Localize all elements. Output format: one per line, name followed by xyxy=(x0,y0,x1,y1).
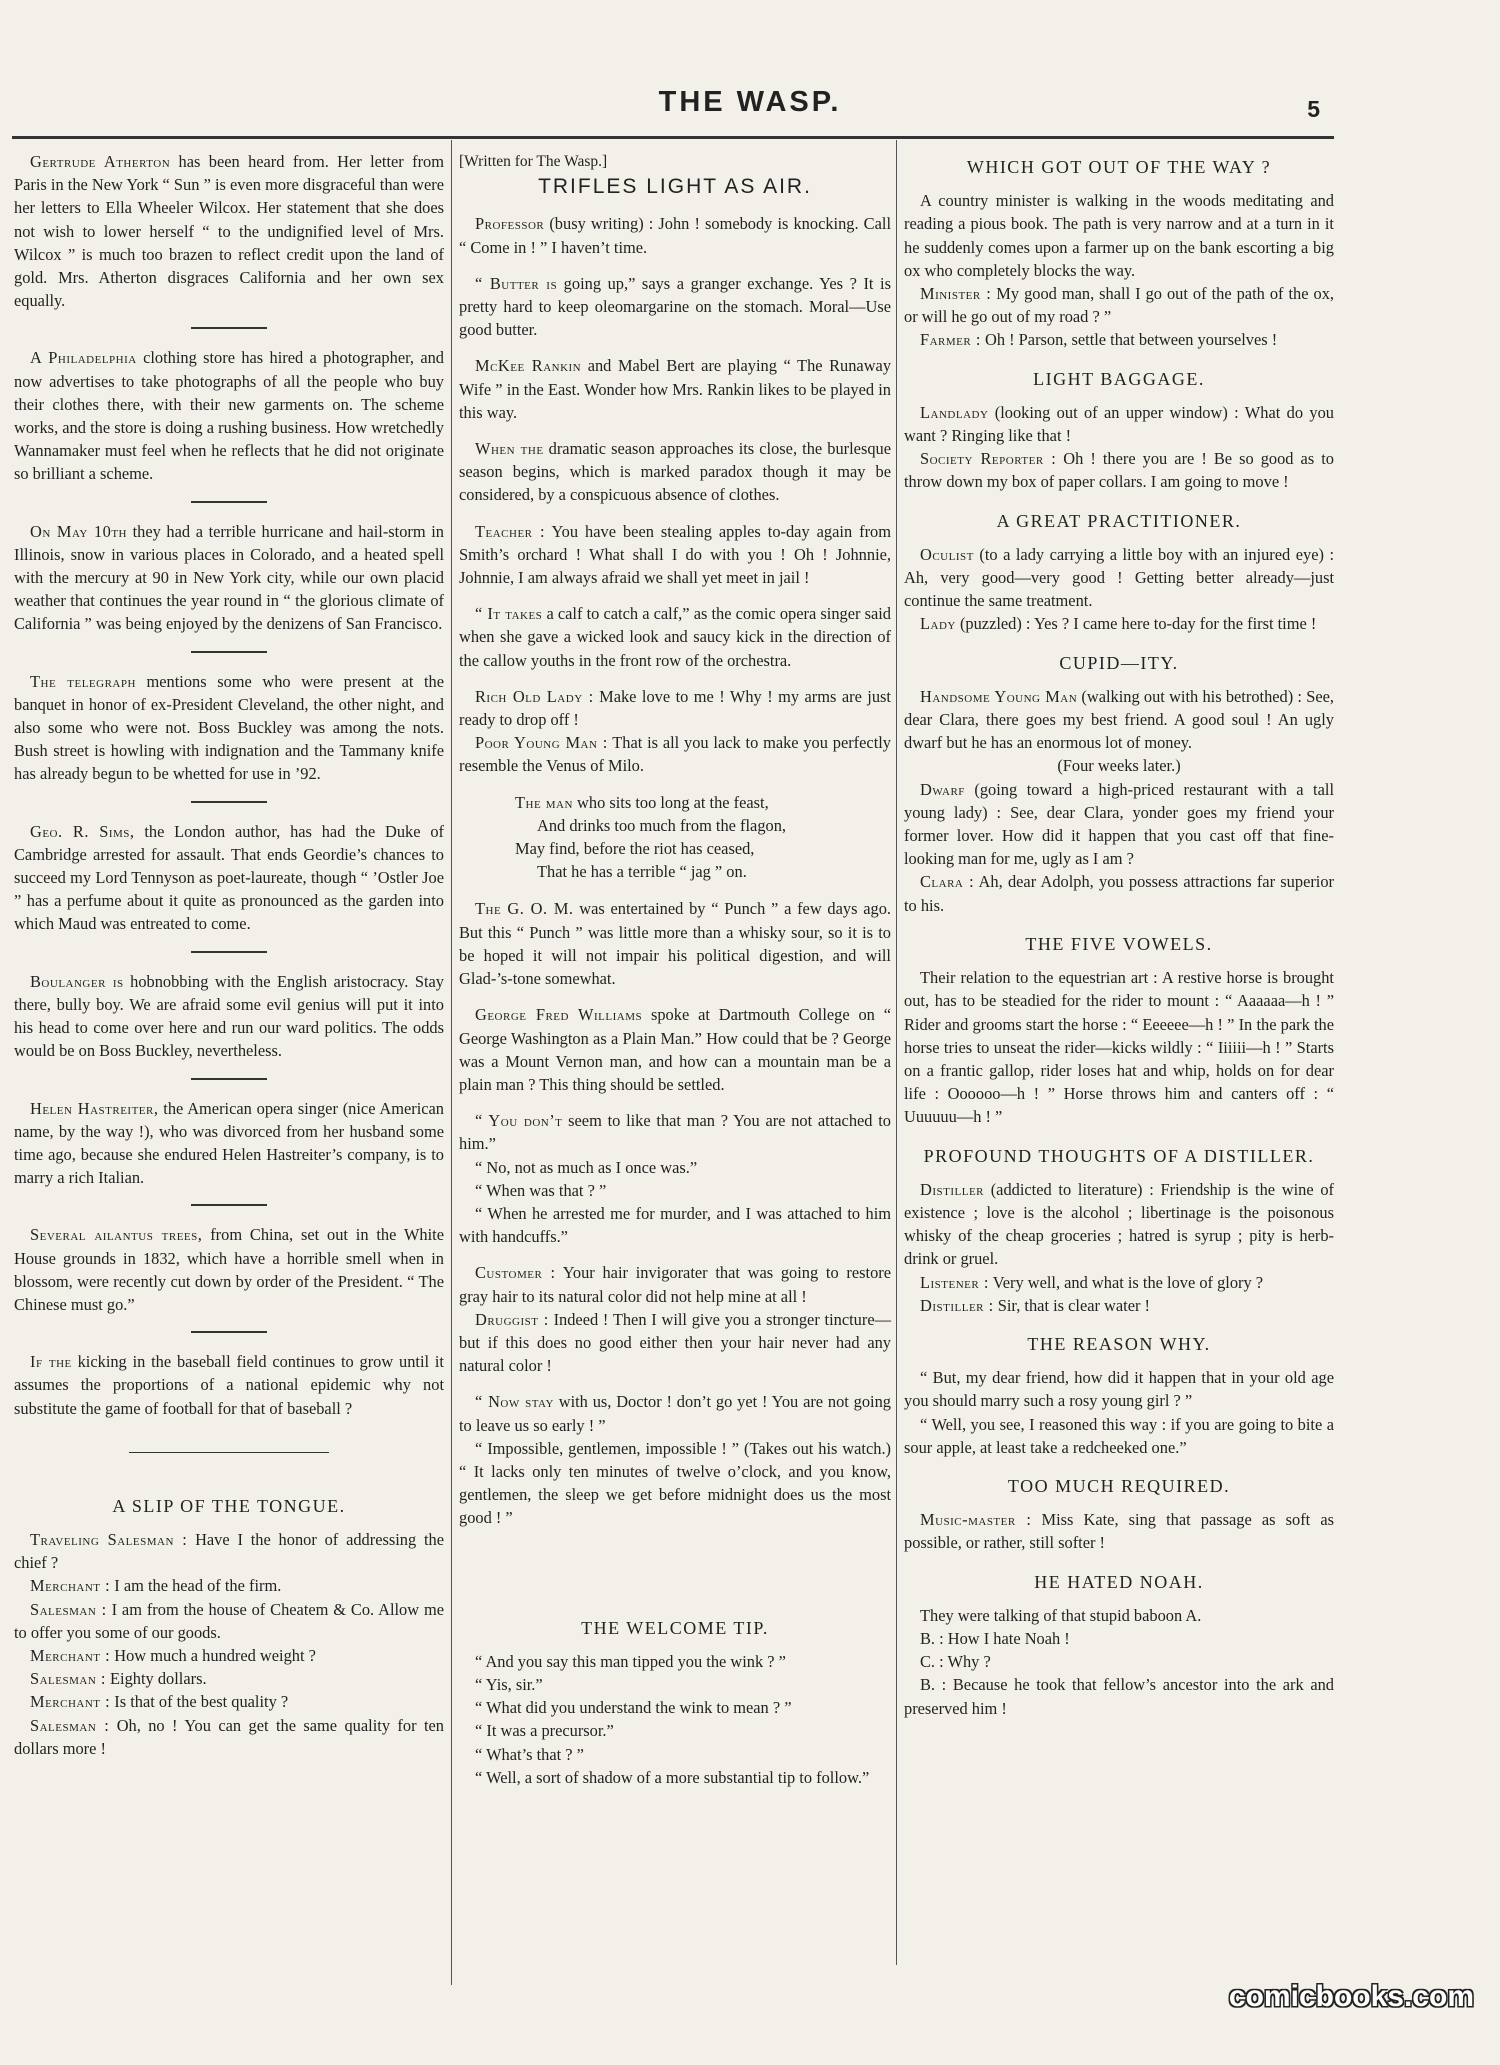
separator xyxy=(191,1331,267,1333)
dialogue-line xyxy=(14,1644,444,1667)
column-divider xyxy=(451,140,452,1985)
paragraph xyxy=(14,1350,444,1420)
dialogue-text: (to a lady carrying a little boy with an injured eye) : Ah, very good—very good ! Getting better already—just continue the same treatment. xyxy=(904,544,1334,611)
speaker: Society Reporter : xyxy=(920,449,1057,469)
dialogue-line xyxy=(904,282,1334,328)
dialogue-line: “ Yis, sir.” xyxy=(475,1674,543,1694)
dialogue-text: (looking out of an upper window) : What do you want ? Ringing like that ! xyxy=(904,402,1334,446)
section-title: CUPID—ITY. xyxy=(1059,652,1179,673)
lead-in: “ Now stay xyxy=(475,1392,554,1412)
lead-in: George Fred Williams xyxy=(475,1005,643,1025)
paragraph xyxy=(14,150,444,312)
page-title: THE WASP. xyxy=(658,86,842,118)
dialogue-line xyxy=(904,447,1334,493)
dialogue-text: Oh ! Parson, settle that between yourselves ! xyxy=(980,330,1278,350)
lead-in: Boulanger is xyxy=(30,971,124,991)
dialogue-line xyxy=(14,1528,444,1574)
paragraph-text: and Mabel Bert are playing “ The Runaway Wife ” in the East. Wonder how Mrs. Rankin likes to be played in this way. xyxy=(459,356,892,422)
dialogue-line xyxy=(459,1261,891,1307)
dialogue-line xyxy=(904,328,1334,351)
paragraph xyxy=(14,1097,444,1190)
paragraph-text: the London author, has had the Duke of Cambridge arrested for assault. That ends Geordie’s chances to succeed my Lord Tennyson as poet-laureate, though “ ’Ostler Joe ” has a perfume about it quite as pronounced as the garden into which Maud was entreated to come. xyxy=(14,821,444,934)
header-rule xyxy=(12,136,1334,139)
dialogue-text: Is that of the best quality ? xyxy=(110,1692,289,1712)
paragraph-text: kicking in the baseball field continues to grow until it assumes the proportions of a national epidemic why not substitute the game of football for that of baseball ? xyxy=(14,1352,444,1418)
dialogue-line xyxy=(14,1690,444,1713)
speaker: Merchant : xyxy=(30,1692,111,1712)
dialogue-text: I am from the house of Cheatem & Co. Allow me to offer you some of our goods. xyxy=(14,1599,444,1642)
dialogue-line xyxy=(904,543,1334,613)
dialogue-text: with us, Doctor ! don’t go yet ! You are not going to leave us so early ! ” xyxy=(459,1392,891,1435)
lead-in: The telegraph xyxy=(30,671,136,691)
watermark: comicbooks.com xyxy=(1228,1980,1474,2013)
dialogue-text: (addicted to literature) : Friendship is the wine of existence ; love is the alcohol ; libertinage is the poisonous whisky of the cheap groceries ; hatred is syrup ; pity is herb-drink or gruel. xyxy=(904,1179,1334,1269)
speaker: Handsome Young Man xyxy=(920,686,1078,706)
dialogue-text: (walking out with his betrothed) : See, dear Clara, there goes my best friend. A good soul ! An ugly dwarf but he has an enormous lot of money. xyxy=(904,686,1334,753)
speaker: Druggist : xyxy=(475,1309,549,1329)
verse-line: And drinks too much from the flagon, xyxy=(537,815,787,835)
lead-in: Teacher : xyxy=(475,521,546,541)
lead-in: Helen Hastreiter, xyxy=(30,1098,159,1118)
dialogue-text: Your hair invigorater that was going to restore gray hair to its natural color did not help mine at all ! xyxy=(459,1263,892,1306)
lead-in: The G. O. M. xyxy=(475,899,574,919)
speaker: Listener : xyxy=(920,1272,989,1292)
verse-line xyxy=(515,791,891,814)
stage-note: (Four weeks later.) xyxy=(1057,756,1181,776)
paragraph xyxy=(14,346,444,485)
dialogue-line: They were talking of that stupid baboon A. xyxy=(920,1605,1202,1625)
column-divider xyxy=(896,140,897,1965)
verse-line: That he has a terrible “ jag ” on. xyxy=(537,862,747,882)
paragraph xyxy=(14,820,444,936)
dialogue-line xyxy=(459,1390,891,1436)
dialogue-text: Miss Kate, sing that passage as soft as possible, or rather, still softer ! xyxy=(904,1510,1334,1553)
paragraph-text: hobnobbing with the English aristocracy. Stay there, bully boy. We are afraid some evil genius will put it into his head to come over here and run our ward politics. The odds would be on Boss Buckley, nevertheless. xyxy=(14,971,444,1061)
paragraph-text: has been heard from. Her letter from Paris in the New York “ Sun ” is even more disgraceful than were her letters to Ella Wheeler Wilcox. Her statement that she does not wish to lower herself “ to the undignified level of Mrs. Wilcox ” is much too brazen to reflect credit upon the land of gold. Mrs. Atherton disgraces California and her own sex equally. xyxy=(14,152,444,311)
spacer xyxy=(459,1543,891,1601)
dialogue-line: “ When was that ? ” xyxy=(475,1180,607,1200)
separator xyxy=(191,951,267,953)
dialogue-line xyxy=(14,1574,444,1597)
speaker: Farmer : xyxy=(920,330,981,350)
section-title: TRIFLES LIGHT AS AIR. xyxy=(538,175,812,199)
paragraph-text: they had a terrible hurricane and hail-storm in Illinois, snow in various places in Colorado, and a heated spell with the mercury at 90 in New York city, while our own placid weather that continues the year round in “ the glorious climate of California ” was being enjoyed by the denizens of San Francisco. xyxy=(14,521,444,634)
paragraph-text: a calf to catch a calf,” as the comic opera singer said when she gave a wicked look and saucy kick in the direction of the callow youths in the front row of the orchestra. xyxy=(459,604,891,670)
speaker: Landlady xyxy=(920,402,989,422)
section-title: WHICH GOT OUT OF THE WAY ? xyxy=(966,157,1272,177)
dialogue-line: B. : How I hate Noah ! xyxy=(920,1628,1070,1648)
dialogue-line xyxy=(459,731,891,777)
paragraph xyxy=(14,1223,444,1316)
speaker: Distiller : xyxy=(920,1295,994,1315)
lead-in: “ Butter is xyxy=(475,273,558,293)
dialogue-text: My good man, shall I go out of the path of the ox, or will he go out of my road ? ” xyxy=(904,284,1334,327)
paragraph xyxy=(459,272,891,342)
dialogue-text: Make love to me ! Why ! my arms are just ready to drop off ! xyxy=(459,686,891,730)
dialogue-line: C. : Why ? xyxy=(920,1652,991,1672)
dialogue-text: (puzzled) : Yes ? I came here to-day for the first time ! xyxy=(955,614,1317,634)
speaker: Distiller xyxy=(920,1179,984,1199)
dialogue-line xyxy=(904,612,1334,635)
dialogue-text: seem to like that man ? You are not attached to him.” xyxy=(459,1111,891,1154)
speaker: Oculist xyxy=(920,544,974,564)
section-title: THE FIVE VOWELS. xyxy=(1025,933,1213,954)
separator xyxy=(191,651,267,653)
lead-in: Gertrude Atherton xyxy=(30,152,171,171)
dialogue-line: “ What’s that ? ” xyxy=(475,1744,584,1764)
paragraph xyxy=(459,602,891,672)
dialogue-text: Ah, dear Adolph, you possess attractions far superior to his. xyxy=(904,872,1335,915)
lead-in: Several ailantus trees, xyxy=(30,1225,203,1245)
paragraph-text: dramatic season approaches its close, the burlesque season begins, which is marked paradox though it may be considered, by a conspicuous absence of clothes. xyxy=(459,439,891,505)
dialogue-line xyxy=(459,685,891,731)
dialogue-line: “ Well, you see, I reasoned this way : if you are going to bite a sour apple, at least take a redcheeked one.” xyxy=(904,1414,1334,1457)
dialogue-text: Indeed ! Then I will give you a stronger tincture—but if this does no good either then your hair never had any natural color ! xyxy=(459,1309,891,1376)
paragraph xyxy=(459,1003,891,1096)
dialogue-line: “ No, not as much as I once was.” xyxy=(475,1157,698,1177)
speaker: Music-master : xyxy=(920,1510,1032,1530)
dialogue-line: “ And you say this man tipped you the wink ? ” xyxy=(475,1651,786,1671)
section-title: THE REASON WHY. xyxy=(1027,1333,1211,1354)
dialogue-text: How much a hundred weight ? xyxy=(110,1645,316,1665)
paragraph xyxy=(459,897,891,990)
dialogue-text: Oh, no ! You can get the same quality for ten dollars more ! xyxy=(14,1715,444,1758)
paragraph-text: mentions some who were present at the banquet in honor of ex-President Cleveland, the other night, and also some who were not. Boss Buckley was among the nots. Bush street is howling with indignation and the Tammany knife has already begun to be whetted for use in ’92. xyxy=(14,671,445,784)
dialogue-text: Have I the honor of addressing the chief ? xyxy=(14,1529,445,1573)
separator xyxy=(191,327,267,329)
paragraph-text: from China, set out in the White House grounds in 1832, which have a horrible smell when in blossom, were recently cut down by order of the President. “ The Chinese must go.” xyxy=(14,1225,444,1314)
speaker: Minister : xyxy=(920,284,992,304)
dialogue-line xyxy=(459,1308,891,1378)
dialogue-text: Sir, that is clear water ! xyxy=(993,1295,1151,1315)
paragraph-text: the American opera singer (nice American name, by the way !), who was divorced from her husband some time ago, because she endured Helen Hastreiter’s company, is to marry a rich Italian. xyxy=(14,1098,445,1188)
paragraph: Their relation to the equestrian art : A restive horse is brought out, has to be steadied for the rider to mount : “ Aaaaaa—h ! ” Rider and grooms start the horse : “ Eeeeee—h ! ” In the park the horse tries to unseat the rider—kicks wildly : “ Iiiiii—h ! ” Starts on a frantic gallop, rider loses hat and whip, holds on for dear life : Oooooo—h ! ” Horse throws him and canters off : “ Uuuuuu—h ! ” xyxy=(904,968,1334,1127)
separator xyxy=(191,1204,267,1206)
paragraph: A country minister is walking in the woods meditating and reading a pious book. The path is very narrow and at a turn in it he suddenly comes upon a farmer up on the bank escorting a big ox who completely blocks the way. xyxy=(904,191,1334,280)
speaker: Poor Young Man : xyxy=(475,733,608,753)
speaker: Merchant : xyxy=(30,1576,111,1596)
column-right xyxy=(904,150,1334,1720)
paragraph xyxy=(14,970,444,1063)
dialogue-line xyxy=(904,778,1334,871)
dialogue-line xyxy=(904,1178,1334,1271)
dialogue-line xyxy=(904,870,1334,916)
verse xyxy=(459,791,891,884)
dialogue-line xyxy=(904,1271,1334,1294)
speaker: Traveling Salesman : xyxy=(30,1529,188,1549)
dialogue-line xyxy=(904,685,1334,755)
lead-in: A Philadelphia xyxy=(30,348,137,368)
lead-in: McKee Rankin xyxy=(475,356,582,376)
section-title: A SLIP OF THE TONGUE. xyxy=(112,1495,346,1516)
paragraph-text: going up,” says a granger exchange. Yes ? It is pretty hard to keep oleomargarine on the stomach. Moral—Use good butter. xyxy=(459,273,891,340)
speaker: Merchant : xyxy=(30,1645,111,1665)
verse-text: who sits too long at the feast, xyxy=(572,792,769,812)
dialogue-text: Very well, and what is the love of glory ? xyxy=(988,1272,1264,1292)
verse-line: May find, before the riot has ceased, xyxy=(515,839,755,859)
dialogue-line: B. : Because he took that fellow’s ancestor into the ark and preserved him ! xyxy=(904,1675,1334,1718)
lead-in: When the xyxy=(475,439,544,459)
speaker: Rich Old Lady : xyxy=(475,686,594,706)
paragraph xyxy=(459,520,891,590)
separator xyxy=(191,1078,267,1080)
speaker: Clara : xyxy=(920,872,975,892)
dialogue-text: Oh ! there you are ! Be so good as to throw down my box of paper collars. I am going to move ! xyxy=(904,449,1334,492)
paragraph xyxy=(459,437,891,507)
speaker: Salesman : xyxy=(30,1599,107,1619)
dialogue-line: “ What did you understand the wink to mean ? ” xyxy=(475,1698,792,1718)
separator xyxy=(191,501,267,503)
paragraph xyxy=(459,212,891,258)
lead-in: The man xyxy=(515,792,573,812)
section-title: THE WELCOME TIP. xyxy=(581,1617,769,1638)
dialogue-line: “ When he arrested me for murder, and I was attached to him with handcuffs.” xyxy=(459,1203,891,1247)
lead-in: Geo. R. Sims, xyxy=(30,821,135,841)
dialogue-line xyxy=(904,1294,1334,1317)
section-title: HE HATED NOAH. xyxy=(1034,1571,1204,1592)
section-title: LIGHT BAGGAGE. xyxy=(1033,368,1205,389)
lead-in: “ It takes xyxy=(475,604,543,624)
lead-in: If the xyxy=(30,1352,72,1372)
dialogue-line xyxy=(904,1508,1334,1554)
section-title: A GREAT PRACTITIONER. xyxy=(996,510,1242,531)
dialogue-line xyxy=(14,1598,444,1644)
lead-in: On May 10th xyxy=(30,521,127,541)
dialogue-text: That is all you lack to make you perfectly resemble the Venus of Milo. xyxy=(459,733,891,776)
dialogue-line: “ It was a precursor.” xyxy=(475,1721,614,1741)
separator xyxy=(129,1452,329,1453)
dialogue-text: I am the head of the firm. xyxy=(110,1576,282,1596)
paragraph-text: spoke at Dartmouth College on “ George Washington as a Plain Man.” How could that be ? George was a Mount Vernon man, and how can a mountain man be a plain man ? This thing should be settled. xyxy=(459,1005,891,1094)
page-number: 5 xyxy=(1307,96,1320,122)
speaker: Lady xyxy=(920,614,956,634)
dialogue-line: “ But, my dear friend, how did it happen that in your old age you should marry such a rosy young girl ? ” xyxy=(904,1368,1334,1411)
dialogue-text: (going toward a high-priced restaurant with a tall young lady) : See, dear Clara, yonder goes my friend your former lover. How did it happen that you cast off that fine-looking man for me, ugly as I am ? xyxy=(904,779,1334,869)
speaker: Customer : xyxy=(475,1263,556,1283)
paragraph-text: (busy writing) : John ! somebody is knocking. Call “ Come in ! ” I haven’t time. xyxy=(459,214,891,257)
dialogue-line: “ Well, a sort of shadow of a more substantial tip to follow.” xyxy=(475,1767,870,1787)
column-middle xyxy=(459,150,891,1789)
paragraph xyxy=(14,520,444,636)
speaker: Salesman : xyxy=(30,1715,110,1735)
paragraph-text: was entertained by “ Punch ” a few days ago. But this “ Punch ” was little more than a whisky sour, so it is to be hoped it will not impair his political digestion, and will Glad-’s-tone somewhat. xyxy=(459,899,892,989)
dialogue-text: Eighty dollars. xyxy=(105,1669,207,1689)
section-title: PROFOUND THOUGHTS OF A DISTILLER. xyxy=(923,1145,1315,1166)
paragraph xyxy=(459,354,891,424)
lead-in: “ You don’t xyxy=(475,1111,563,1131)
byline-note: [Written for The Wasp.] xyxy=(459,153,608,170)
dialogue-line xyxy=(904,401,1334,447)
section-title: TOO MUCH REQUIRED. xyxy=(1007,1475,1231,1496)
dialogue-line xyxy=(459,1109,891,1155)
dialogue-line: “ Impossible, gentlemen, impossible ! ” (Takes out his watch.) “ It lacks only ten minutes of twelve o’clock, and you know, gentlemen, the sleep we get before midnight does us the most good ! ” xyxy=(459,1438,891,1528)
speaker: Dwarf xyxy=(920,779,965,799)
lead-in: Professor xyxy=(475,214,545,234)
paragraph xyxy=(14,670,444,786)
dialogue-line xyxy=(14,1714,444,1760)
paragraph-text: You have been stealing apples to-day again from Smith’s orchard ! What shall I do with you ! Oh ! Johnnie, Johnnie, I am always afraid we shall yet meet in jail ! xyxy=(459,521,891,588)
dialogue-line xyxy=(14,1667,444,1690)
separator xyxy=(191,801,267,803)
paragraph-text: clothing store has hired a photographer, and now advertises to take photographs of all the people who buy their clothes there, with their new garments on. The scheme works, and the store is doing a rushing business. How wretchedly Wannamaker must feel when he reflects that he did not originate so brilliant a scheme. xyxy=(14,348,444,484)
column-left xyxy=(14,150,444,1760)
speaker: Salesman : xyxy=(30,1669,106,1689)
